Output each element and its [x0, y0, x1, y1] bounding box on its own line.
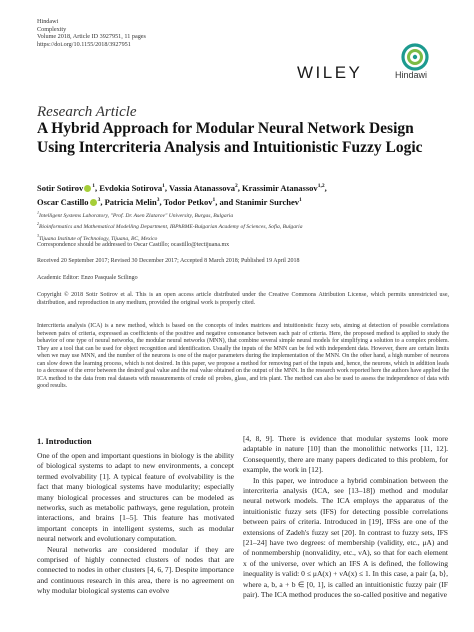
- author-sup: 1: [212, 196, 216, 203]
- author-name: Vassia Atanassova: [168, 182, 236, 193]
- affiliation-text: Tijuana Institute of Technology, Tijuana, BC, Mexico: [39, 235, 158, 242]
- copyright: Copyright © 2018 Sotir Sotirov et al. This is an open access article distributed under the Creative Commons Attribution License, which permits unrestricted use, distribution, and reproduction in any medium, provided the original work is properly cited.: [37, 292, 449, 306]
- author-name: Evdokia Sotirova: [99, 182, 163, 193]
- orcid-icon[interactable]: [90, 199, 97, 206]
- affiliation-text: Bioinformatics and Mathematical Modelling Department, IBPhBME-Bulgarian Academy of Sciences, Sofia, Bulgaria: [39, 224, 303, 231]
- author-name: Todor Petkov: [163, 196, 213, 207]
- author-list: Sotir Sotirov $^1$, Evdokia Sotirova$^1$, Vassia Atanassova$^2$, Krassimir Atanassov$^{1,2}$, Oscar Castillo $^3$, Patricia Melin$^3$, Todor Petkov$^1$, and Stanimir Surchev$^1$: [37, 182, 327, 207]
- wiley-logo: WILEY: [297, 63, 363, 82]
- paragraph: One of the open and important questions in biology is the ability of biological systems to adapt to new environments, a concept termed evolvability [1]. A typical feature of evolvability is the fact that many biological systems have modularity; especially many biological processes and structures can be modeled as networks, such as metabolic pathways, gene regulation, protein interactions, and brains [1–5]. This feature has motivated important concepts in intelligent systems, such as modular neural network and evolutionary computation.: [37, 451, 234, 544]
- author-name: Sotir Sotirov: [37, 182, 84, 193]
- affiliation-text: Intelligent Systems Laboratory, "Prof. Dr. Asen Zlatarov" University, Burgas, Bulgaria: [39, 212, 234, 219]
- affiliation-item: [37, 209, 449, 220]
- correspondence: Correspondence should be addressed to Oscar Castillo; ocastillo@tectijuana.mx: [37, 242, 230, 248]
- journal-meta: [37, 18, 146, 48]
- author-sup: 2: [235, 183, 238, 189]
- affiliations: [37, 209, 449, 243]
- paragraph: Neural networks are considered modular if they are comprised of highly connected clusters of nodes that are connected to nodes in other clusters [4, 6, 7]. Despite importance and continuous research in this area, there is no agreement on why modular biological systems can evolve: [37, 544, 234, 596]
- affiliation-sup: 2: [37, 221, 39, 227]
- author-sup: 1,2: [317, 183, 325, 189]
- orcid-icon[interactable]: [84, 185, 91, 192]
- affiliation-item: [37, 220, 449, 231]
- academic-editor: Academic Editor: Enzo Pasquale Scilingo: [37, 275, 138, 281]
- affiliation-sup: 1: [37, 210, 39, 215]
- author-sup: 3: [156, 196, 160, 203]
- dates: Received 20 September 2017; Revised 30 December 2017; Accepted 8 March 2018; Published 19 April 2018: [37, 258, 300, 264]
- paragraph: In this paper, we introduce a hybrid combination between the intercriteria analysis (ICA, see [13–18]) method and modular neural network models. The ICA employs the apparatus of the intuitionistic fuzzy sets (IFS) for detecting possible correlations between pairs of criteria. Introduced in [19], IFSs are one of the extensions of Zadeh's fuzzy set [20]. In contrast to fuzzy sets, IFS [21–24] have two degrees: of membership (validity, etc., μA) and of nonmembership (nonvalidity, etc., νA), so that for each element x of the universe, over which an IFS A is defined, the following inequality is valid: 0 ≤ μA(x) + νA(x) ≤ 1. In this case, a pair ⟨a, b⟩, where a, b, a + b ∈ [0, 1], is called an intuitionistic fuzzy pair (IF pair). The ICA method produces the so-called positive and negative: [243, 475, 448, 600]
- right-column: [243, 434, 448, 601]
- author-sup: 3: [97, 196, 101, 203]
- author-name: Patricia Melin: [104, 196, 157, 207]
- affiliation-sup: 3: [37, 232, 39, 238]
- author-name: Krassimir Atanassov: [242, 182, 318, 193]
- abstract: Intercriteria analysis (ICA) is a new method, which is based on the concepts of index matrices and intuitionistic fuzzy sets, aiming at detection of possible correlations between pairs of criteria, expressed as coefficients of the positive and negative consonance between each pair of criteria. Here, the proposed method is applied to study the behavior of one type of neural networks, the modular neural networks (MNN), that combine several simple neural models for simplifying a solution to a complex problem. They are a tool that can be used for object recognition and identification. Usually the inputs of the MNN can be fed with independent data. However, there are certain limits when we may use MNN, and the number of the neurons is one of the major parameters during the implementation of the MNN. On the other hand, a high number of neurons can slow down the learning process, which is not desired. In this paper, we propose a method for removing part of the inputs and, hence, the neurons, which in addition leads to a decrease of the error between the desired goal value and the real value obtained on the output of the MNN. In the research work reported here the authors have applied the ICA method to the data from real datasets with measurements of crude oil probes, glass, and iris plant. The method can also be used to assess the independence of data with good results.: [37, 323, 449, 390]
- author-sup: 1: [299, 196, 302, 203]
- section-heading: 1. Introduction: [37, 436, 92, 446]
- author-name: Oscar Castillo: [37, 196, 89, 207]
- paragraph: [4, 8, 9]. There is evidence that modular systems look more adaptable in nature [10] than the monolithic networks [11, 12]. Consequently, there are many papers dedicated to this problem, for example, the work in [12].: [243, 434, 448, 475]
- left-column: [37, 451, 234, 597]
- journal-name: Complexity: [37, 25, 67, 33]
- article-title: A Hybrid Approach for Modular Neural Network Design Using Intercriteria Analysis and Intuitionistic Fuzzy Logic: [37, 120, 423, 156]
- author-name: Stanimir Surchev: [235, 196, 300, 207]
- volume-line: Volume 2018, Article ID 3927951, 11 pages: [37, 33, 146, 41]
- author-sup: 1: [162, 183, 165, 189]
- hindawi-wordmark: Hindawi: [395, 70, 428, 80]
- author-sup: 1: [92, 183, 95, 189]
- article-type: Research Article: [37, 104, 137, 120]
- publisher-line: Hindawi: [37, 18, 59, 25]
- doi-link[interactable]: https://doi.org/10.1155/2018/3927951: [37, 40, 131, 48]
